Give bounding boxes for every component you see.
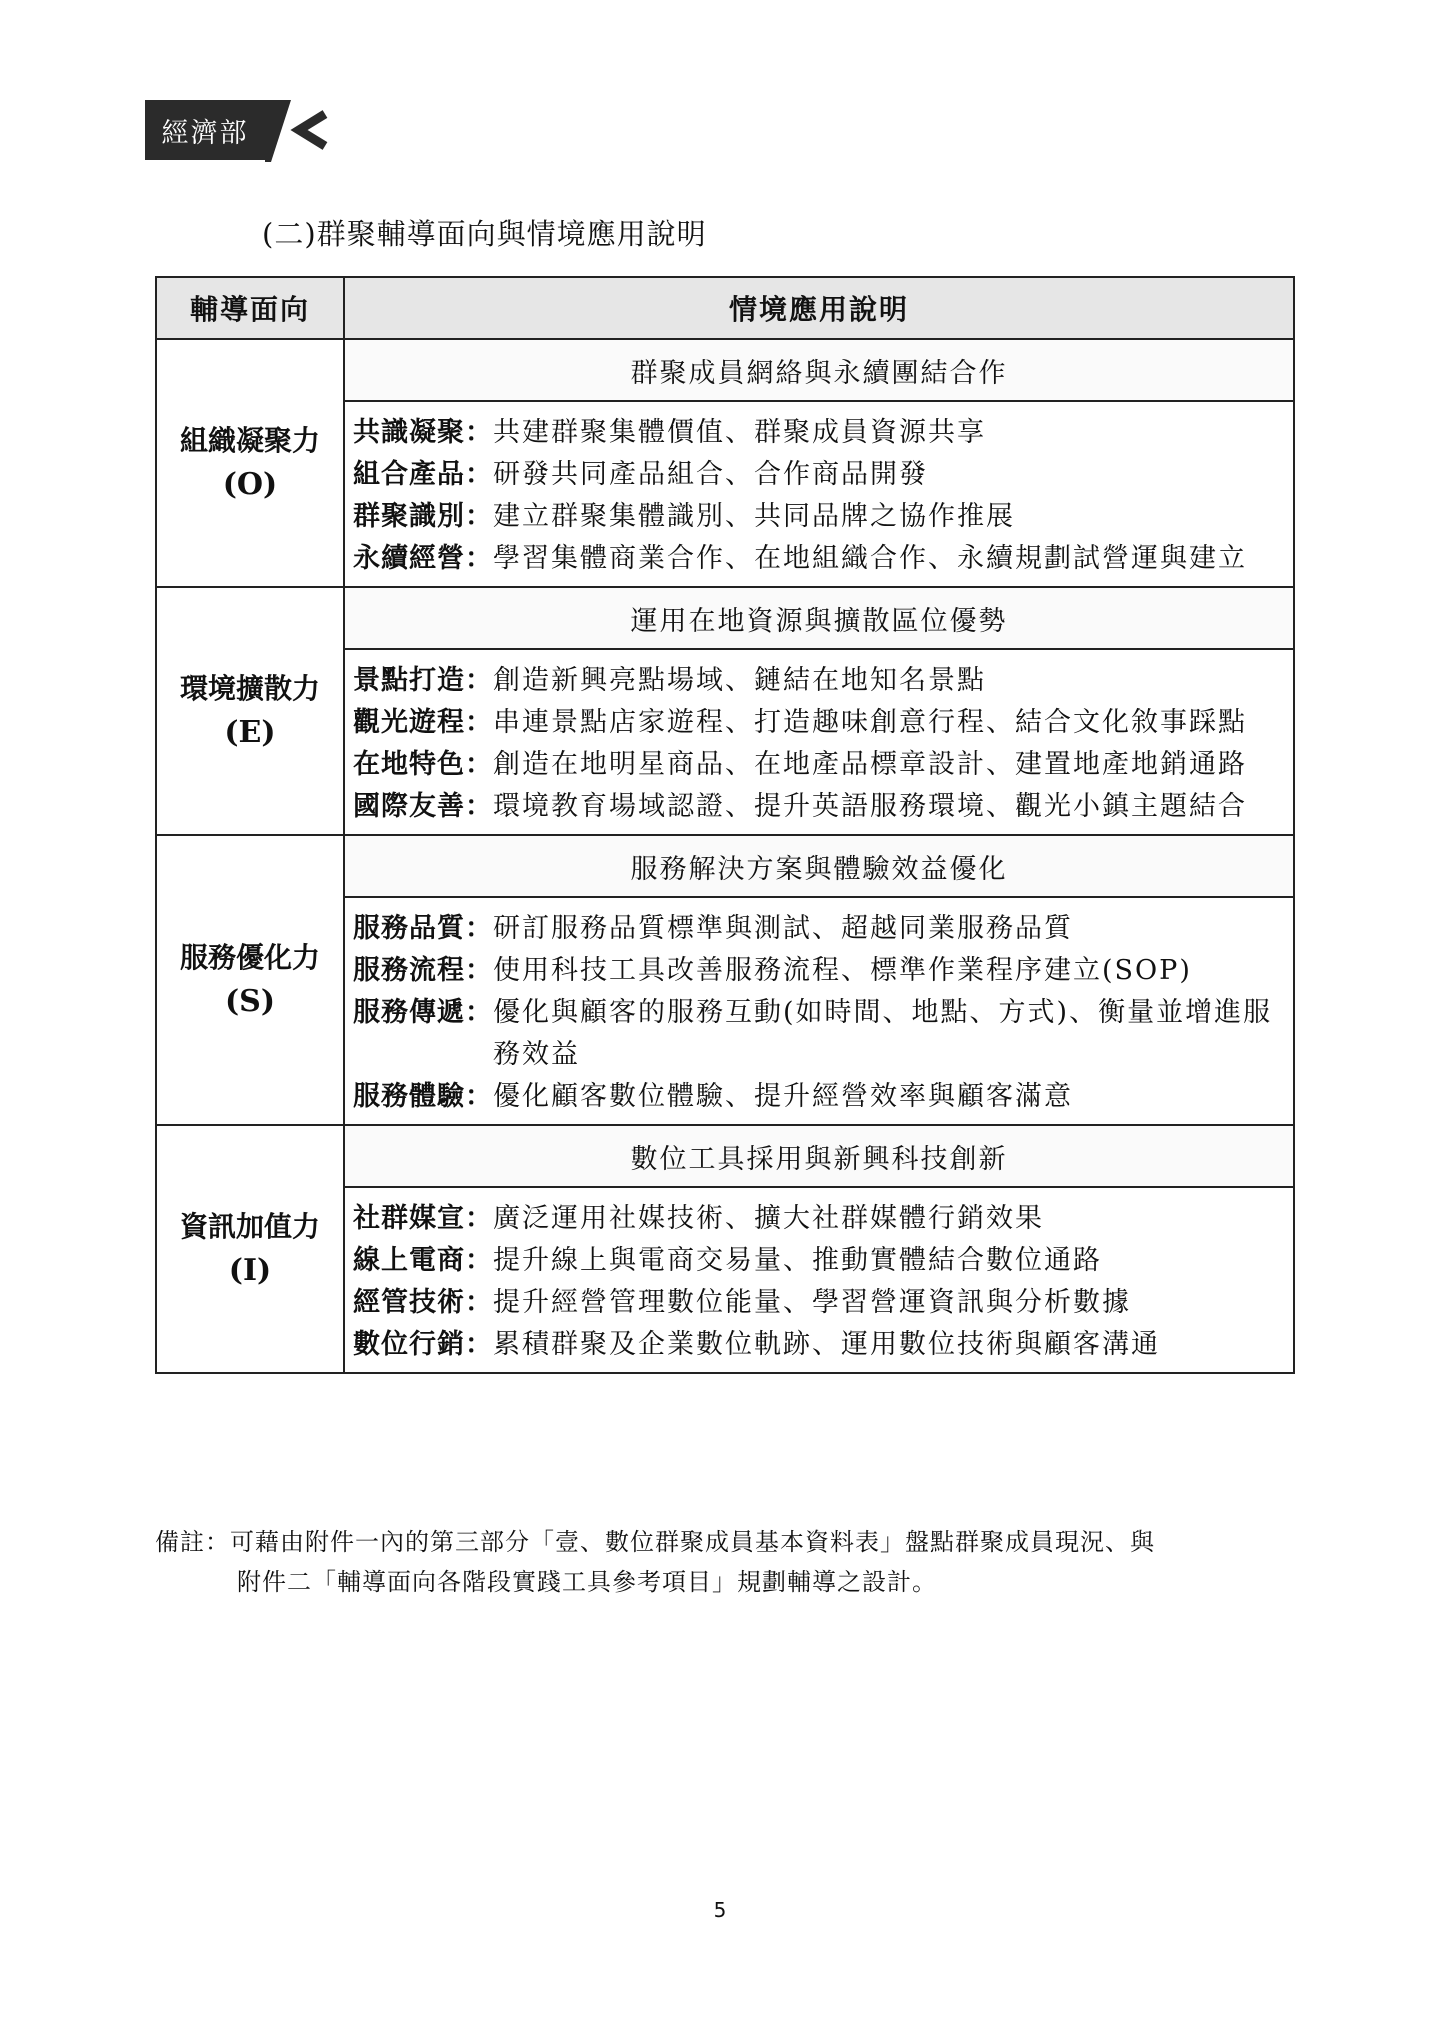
list-item (353, 1198, 1285, 1240)
item-text: 廣泛運用社媒技術、擴大社群媒體行銷效果 (493, 1203, 1044, 1234)
item-text: 串連景點店家遊程、打造趣味創意行程、結合文化敘事踩點 (493, 707, 1247, 738)
item-text: 創造新興亮點場域、鏈結在地知名景點 (493, 665, 986, 696)
dimension-cell (156, 339, 344, 587)
dimension-cell (156, 587, 344, 835)
item-text: 創造在地明星商品、在地產品標章設計、建置地產地銷通路 (493, 749, 1247, 780)
dimension-cell (156, 1125, 344, 1373)
logo-mark-icon (265, 100, 335, 162)
item-label: 組合產品： (353, 459, 493, 490)
column-header-description: 情境應用說明 (344, 277, 1294, 339)
dimension-code: (E) (224, 715, 276, 750)
dimension-name: 環境擴散力 (179, 672, 320, 705)
item-label: 服務品質： (353, 913, 493, 944)
item-text: 優化與顧客的服務互動(如時間、地點、方式)、衡量並增進服務效益 (493, 997, 1273, 1070)
dimension-name: 服務優化力 (179, 941, 320, 974)
item-text: 共建群聚集體價值、群聚成員資源共享 (493, 417, 986, 448)
list-item (353, 1240, 1285, 1282)
page-number: 5 (713, 1898, 727, 1922)
dimension-subtitle: 服務解決方案與體驗效益優化 (344, 835, 1294, 897)
item-text: 學習集體商業合作、在地組織合作、永續規劃試營運與建立 (493, 543, 1247, 574)
dimension-subtitle-row (156, 1125, 1294, 1187)
list-item (353, 702, 1285, 744)
item-label: 經管技術： (353, 1287, 493, 1318)
dimension-subtitle-row (156, 339, 1294, 401)
dimension-items (344, 401, 1294, 587)
dimension-subtitle: 群聚成員網絡與永續團結合作 (344, 339, 1294, 401)
item-label: 國際友善： (353, 791, 493, 822)
item-label: 服務體驗： (353, 1081, 493, 1112)
list-item (353, 908, 1285, 950)
item-label: 社群媒宣： (353, 1203, 493, 1234)
item-label: 永續經營： (353, 543, 493, 574)
dimension-items (344, 649, 1294, 835)
list-item (353, 786, 1285, 828)
dimension-name: 組織凝聚力 (179, 424, 320, 457)
item-text: 研訂服務品質標準與測試、超越同業服務品質 (493, 913, 1073, 944)
list-item (353, 992, 1285, 1076)
item-text: 提升線上與電商交易量、推動實體結合數位通路 (493, 1245, 1102, 1276)
list-item (353, 538, 1285, 580)
list-item (353, 1076, 1285, 1118)
dimension-name: 資訊加值力 (179, 1210, 320, 1243)
item-text: 使用科技工具改善服務流程、標準作業程序建立(SOP) (493, 955, 1192, 986)
list-item (353, 660, 1285, 702)
item-label: 數位行銷： (353, 1329, 493, 1360)
table-header-row (156, 277, 1294, 339)
item-label: 線上電商： (353, 1245, 493, 1276)
item-text: 提升經營管理數位能量、學習營運資訊與分析數據 (493, 1287, 1131, 1318)
logo-text: 經濟部 (145, 100, 265, 160)
item-label: 服務傳遞： (353, 997, 493, 1028)
list-item (353, 496, 1285, 538)
guidance-table (155, 276, 1295, 1374)
list-item (353, 950, 1285, 992)
item-label: 群聚識別： (353, 501, 493, 532)
item-label: 景點打造： (353, 665, 493, 696)
dimension-subtitle: 運用在地資源與擴散區位優勢 (344, 587, 1294, 649)
item-label: 服務流程： (353, 955, 493, 986)
column-header-dimension: 輔導面向 (156, 277, 344, 339)
item-text: 研發共同產品組合、合作商品開發 (493, 459, 928, 490)
list-item (353, 1324, 1285, 1366)
item-text: 環境教育場域認證、提升英語服務環境、觀光小鎮主題結合 (493, 791, 1247, 822)
item-label: 共識凝聚： (353, 417, 493, 448)
dimension-subtitle-row (156, 587, 1294, 649)
item-label: 觀光遊程： (353, 707, 493, 738)
item-text: 優化顧客數位體驗、提升經營效率與顧客滿意 (493, 1081, 1073, 1112)
dimension-cell (156, 835, 344, 1125)
dimension-items (344, 1187, 1294, 1373)
ministry-logo (145, 100, 335, 162)
item-text: 建立群聚集體識別、共同品牌之協作推展 (493, 501, 1015, 532)
dimension-code: (O) (222, 467, 278, 502)
item-label: 在地特色： (353, 749, 493, 780)
dimension-code: (I) (228, 1253, 272, 1288)
list-item (353, 1282, 1285, 1324)
footnote-line: 備註：可藉由附件一內的第三部分「壹、數位群聚成員基本資料表」盤點群聚成員現況、與 (155, 1528, 1155, 1556)
list-item (353, 412, 1285, 454)
footnote (155, 1522, 1295, 1602)
item-text: 累積群聚及企業數位軌跡、運用數位技術與顧客溝通 (493, 1329, 1160, 1360)
section-title: (二)群聚輔導面向與情境應用說明 (262, 217, 707, 251)
dimension-code: (S) (224, 984, 276, 1019)
list-item (353, 744, 1285, 786)
footnote-line: 附件二「輔導面向各階段實踐工具參考項目」規劃輔導之設計。 (237, 1568, 937, 1596)
dimension-items (344, 897, 1294, 1125)
dimension-subtitle-row (156, 835, 1294, 897)
dimension-subtitle: 數位工具採用與新興科技創新 (344, 1125, 1294, 1187)
list-item (353, 454, 1285, 496)
